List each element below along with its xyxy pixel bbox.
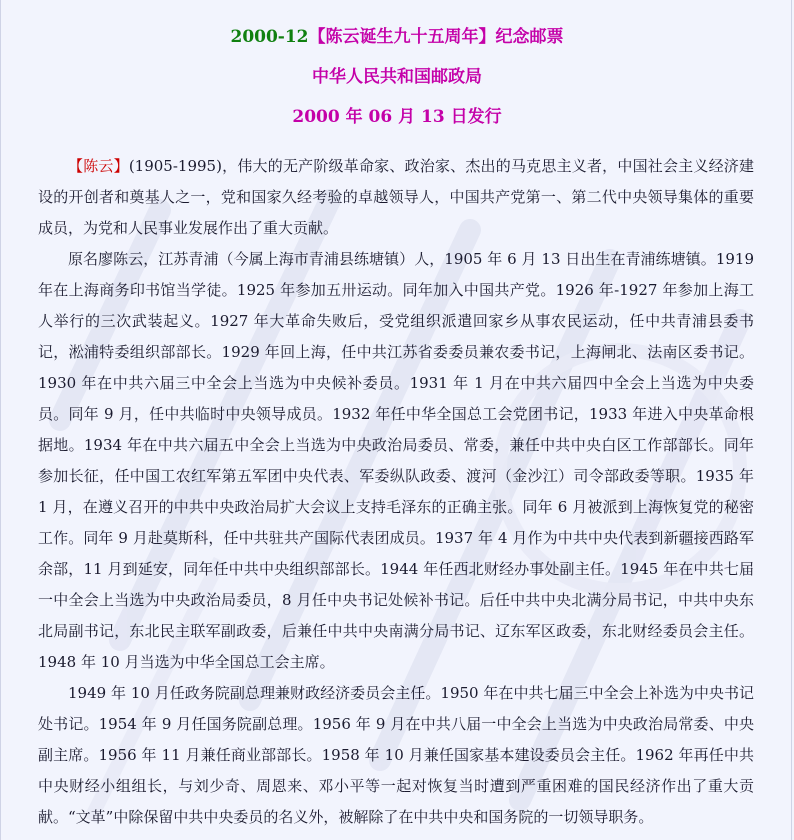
biography-text (38, 151, 754, 833)
stamp-code: 2000-12 (230, 27, 309, 47)
bio-paragraph-1-text: (1905-1995)，伟大的无产阶级革命家、政治家、杰出的马克思主义者，中国社会主义经济建设的开创者和奠基人之一，党和国家久经考验的卓越领导人，中国共产党第一、第二代中央领导集体的重要成员，为党和人民事业发展作出了重大贡献。 (38, 157, 754, 237)
stamp-issuer: 中华人民共和国邮政局 (312, 67, 482, 87)
stamp-title (0, 26, 794, 48)
bio-paragraph-1 (38, 151, 754, 244)
stamp-header (0, 0, 794, 128)
stamp-title-text: 【陈云诞生九十五周年】纪念邮票 (308, 27, 564, 47)
subject-name: 【陈云】 (68, 157, 129, 175)
stamp-issue-date: 2000 年 06 月 13 日发行 (292, 107, 502, 127)
bio-paragraph-3: 1949 年 10 月任政务院副总理兼财政经济委员会主任。1950 年在中共七届三中全会上补选为中央书记处书记。1954 年 9 月任国务院副总理。1956 年 9 月在中共八届一中全会上当选为中央政治局常委、中央副主席。1956 年 11 月兼任商业部部长。1958 年 10 月兼任国家基本建设委员会主任。1962 年再任中共中央财经小组组长，与刘少奇、周恩来、邓小平等一起对恢复当时遭到严重困难的国民经济作出了重大贡献。“文革”中除保留中共中央委员的名义外，被解除了在中共中央和国务院的一切领导职务。 (38, 684, 754, 826)
bio-paragraph-2: 原名廖陈云，江苏青浦（今属上海市青浦县练塘镇）人，1905 年 6 月 13 日出生在青浦练塘镇。1919 年在上海商务印书馆当学徒。1925 年参加五卅运动。同年加入中国共产党。1926 年-1927 年参加上海工人举行的三次武装起义。1927 年大革命失败后，受党组织派遣回家乡从事农民运动，任中共青浦县委书记，淞浦特委组织部部长。1929 年回上海，任中共江苏省委委员兼农委书记，上海闸北、法南区委书记。1930 年在中共六届三中全会上当选为中央候补委员。1931 年 1 月在中共六届四中全会上当选为中央委员。同年 9 月，任中共临时中央领导成员。1932 年任中华全国总工会党团书记，1933 年进入中央革命根据地。1934 年在中共六届五中全会上当选为中央政治局委员、常委，兼任中共中央白区工作部部长。同年参加长征，任中国工农红军第五军团中央代表、军委纵队政委、渡河（金沙江）司令部政委等职。1935 年 1 月，在遵义召开的中共中央政治局扩大会议上支持毛泽东的正确主张。同年 6 月被派到上海恢复党的秘密工作。同年 9 月赴莫斯科，任中共驻共产国际代表团成员。1937 年 4 月作为中共中央代表到新疆接西路军余部，11 月到延安，同年任中共中央组织部部长。1944 年任西北财经办事处副主任。1945 年在中共七届一中全会上当选为中央政治局委员，8 月任中央书记处候补书记。后任中共中央北满分局书记，中共中央东北局副书记，东北民主联军副政委，后兼任中共中央南满分局书记、辽东军区政委，东北财经委员会主任。1948 年 10 月当选为中华全国总工会主席。 (38, 250, 754, 671)
